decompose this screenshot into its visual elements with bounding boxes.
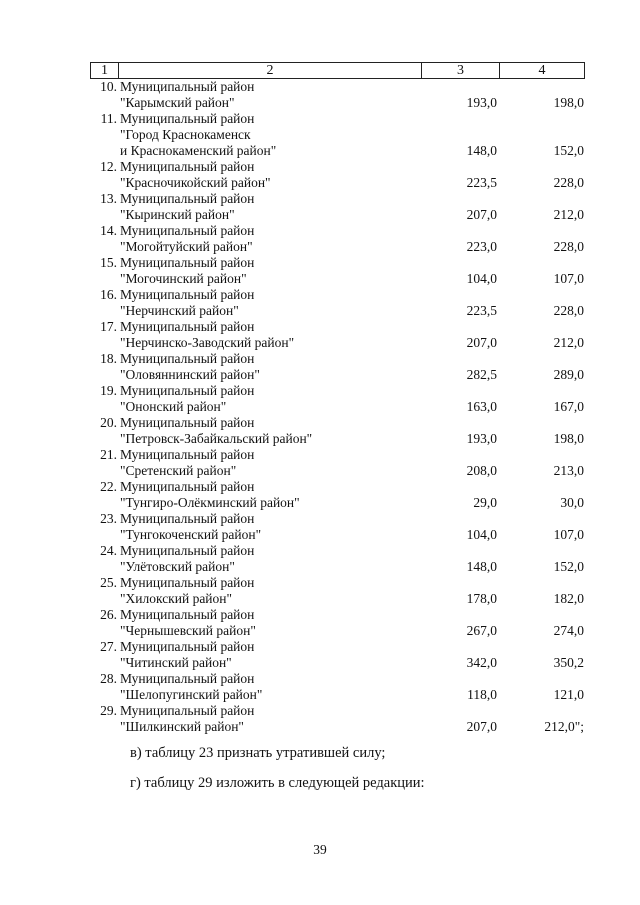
value-col-4: 107,0	[553, 271, 584, 286]
row-number: 22.	[100, 479, 117, 494]
row-line	[90, 79, 585, 95]
row-number: 16.	[100, 287, 117, 302]
value-col-3: 267,0	[466, 623, 497, 638]
row-number: 28.	[100, 671, 117, 686]
paragraph-g: г) таблицу 29 изложить в следующей редакции:	[130, 775, 425, 791]
district-name: Муниципальный район	[120, 255, 255, 270]
district-name: "Петровск-Забайкальский район"	[120, 431, 313, 446]
value-col-4: 121,0	[553, 687, 584, 702]
row-number: 27.	[100, 639, 117, 654]
table-header	[90, 62, 585, 79]
row-number: 23.	[100, 511, 117, 526]
table-row	[90, 671, 585, 703]
row-line	[90, 319, 585, 335]
row-line	[90, 655, 585, 671]
paragraph-b: в) таблицу 23 признать утратившей силу;	[130, 745, 386, 761]
district-name: "Читинский район"	[120, 655, 232, 670]
district-name: Муниципальный район	[120, 191, 255, 206]
row-line	[90, 223, 585, 239]
row-number: 26.	[100, 607, 117, 622]
district-name: "Хилокский район"	[120, 591, 233, 606]
district-name: "Тунгиро-Олёкминский район"	[120, 495, 300, 510]
value-col-3: 104,0	[466, 271, 497, 286]
row-number: 13.	[100, 191, 117, 206]
district-name: "Улётовский район"	[120, 559, 235, 574]
row-number: 10.	[100, 79, 117, 94]
value-col-4: 228,0	[553, 175, 584, 190]
value-col-3: 163,0	[466, 399, 497, 414]
row-number: 29.	[100, 703, 117, 718]
row-line	[90, 191, 585, 207]
district-name: "Могочинский район"	[120, 271, 247, 286]
district-name: Муниципальный район	[120, 415, 255, 430]
district-name: Муниципальный район	[120, 479, 255, 494]
value-col-3: 104,0	[466, 527, 497, 542]
district-name: Муниципальный район	[120, 575, 255, 590]
district-name: "Тунгокоченский район"	[120, 527, 262, 542]
district-name: Муниципальный район	[120, 159, 255, 174]
row-number: 25.	[100, 575, 117, 590]
district-name: и Краснокаменский район"	[120, 143, 277, 158]
table-body	[90, 79, 585, 735]
value-col-4: 212,0";	[544, 719, 584, 734]
value-col-4: 212,0	[553, 207, 584, 222]
value-col-3: 148,0	[466, 559, 497, 574]
district-name: "Шелопугинский район"	[120, 687, 263, 702]
table-row	[90, 415, 585, 447]
row-number: 14.	[100, 223, 117, 238]
table-row	[90, 575, 585, 607]
district-name: Муниципальный район	[120, 383, 255, 398]
table-row	[90, 191, 585, 223]
district-name: "Чернышевский район"	[120, 623, 256, 638]
table-row	[90, 639, 585, 671]
table-row	[90, 319, 585, 351]
district-name: "Красночикойский район"	[120, 175, 271, 190]
row-line	[90, 479, 585, 495]
value-col-3: 223,5	[466, 303, 497, 318]
row-line	[90, 639, 585, 655]
table-row	[90, 111, 585, 159]
row-line	[90, 527, 585, 543]
row-line	[90, 351, 585, 367]
value-col-3: 118,0	[467, 687, 497, 702]
row-number: 19.	[100, 383, 117, 398]
table-row	[90, 287, 585, 319]
table-row	[90, 511, 585, 543]
district-name: Муниципальный район	[120, 703, 255, 718]
page-number: 39	[313, 842, 327, 857]
row-line	[90, 415, 585, 431]
table-row	[90, 79, 585, 111]
value-col-4: 213,0	[553, 463, 584, 478]
value-col-4: 167,0	[553, 399, 584, 414]
district-name: "Нерчинский район"	[120, 303, 239, 318]
row-number: 20.	[100, 415, 117, 430]
row-number: 12.	[100, 159, 117, 174]
value-col-3: 342,0	[466, 655, 497, 670]
value-col-3: 207,0	[466, 207, 497, 222]
district-name: Муниципальный район	[120, 607, 255, 622]
value-col-4: 289,0	[553, 367, 584, 382]
header-col-3: 3	[422, 63, 500, 78]
row-number: 18.	[100, 351, 117, 366]
row-number: 17.	[100, 319, 117, 334]
row-line	[90, 607, 585, 623]
row-line	[90, 335, 585, 351]
table-row	[90, 159, 585, 191]
value-col-4: 212,0	[553, 335, 584, 350]
table-row	[90, 255, 585, 287]
table-row	[90, 223, 585, 255]
row-line	[90, 367, 585, 383]
district-name: "Город Краснокаменск	[120, 127, 251, 142]
value-col-4: 152,0	[553, 559, 584, 574]
district-name: Муниципальный район	[120, 671, 255, 686]
row-line	[90, 623, 585, 639]
row-line	[90, 127, 585, 143]
header-col-2: 2	[119, 63, 422, 78]
value-col-4: 228,0	[553, 303, 584, 318]
value-col-4: 350,2	[553, 655, 584, 670]
row-line	[90, 207, 585, 223]
value-col-3: 223,0	[466, 239, 497, 254]
district-name: "Нерчинско-Заводский район"	[120, 335, 295, 350]
table-row	[90, 543, 585, 575]
value-col-3: 207,0	[466, 335, 497, 350]
row-number: 15.	[100, 255, 117, 270]
header-col-4: 4	[538, 63, 546, 78]
row-line	[90, 239, 585, 255]
value-col-4: 30,0	[560, 495, 584, 510]
row-line	[90, 447, 585, 463]
district-name: Муниципальный район	[120, 287, 255, 302]
row-number: 24.	[100, 543, 117, 558]
district-name: Муниципальный район	[120, 447, 255, 462]
table-row	[90, 479, 585, 511]
value-col-3: 178,0	[466, 591, 497, 606]
district-name: Муниципальный район	[120, 223, 255, 238]
row-line	[90, 591, 585, 607]
district-name: Муниципальный район	[120, 79, 255, 94]
value-col-4: 228,0	[553, 239, 584, 254]
value-col-4: 274,0	[553, 623, 584, 638]
table-row	[90, 703, 585, 735]
row-line	[90, 719, 585, 735]
row-line	[90, 303, 585, 319]
district-name: "Шилкинский район"	[120, 719, 244, 734]
row-number: 11.	[100, 111, 117, 126]
row-line	[90, 543, 585, 559]
table-row	[90, 607, 585, 639]
row-line	[90, 383, 585, 399]
value-col-3: 207,0	[466, 719, 497, 734]
row-line	[90, 463, 585, 479]
district-name: "Сретенский район"	[120, 463, 237, 478]
district-name: "Карымский район"	[120, 95, 235, 110]
row-number: 21.	[100, 447, 117, 462]
district-name: "Ононский район"	[120, 399, 227, 414]
value-col-3: 208,0	[466, 463, 497, 478]
district-name: Муниципальный район	[120, 511, 255, 526]
row-line	[90, 511, 585, 527]
value-col-4: 182,0	[553, 591, 584, 606]
row-line	[90, 255, 585, 271]
row-line	[90, 143, 585, 159]
row-line	[90, 495, 585, 511]
row-line	[90, 287, 585, 303]
value-col-3: 193,0	[466, 431, 497, 446]
row-line	[90, 559, 585, 575]
row-line	[90, 95, 585, 111]
table-row	[90, 383, 585, 415]
row-line	[90, 399, 585, 415]
district-name: Муниципальный район	[120, 543, 255, 558]
header-col-1: 1	[91, 63, 119, 78]
value-col-4: 107,0	[553, 527, 584, 542]
row-line	[90, 687, 585, 703]
district-name: "Могойтуйский район"	[120, 239, 253, 254]
row-line	[90, 159, 585, 175]
row-line	[90, 111, 585, 127]
value-col-3: 282,5	[466, 367, 497, 382]
value-col-4: 152,0	[553, 143, 584, 158]
table-row	[90, 351, 585, 383]
district-name: Муниципальный район	[120, 111, 255, 126]
table-row	[90, 447, 585, 479]
row-line	[90, 703, 585, 719]
row-line	[90, 575, 585, 591]
value-col-4: 198,0	[553, 95, 584, 110]
row-line	[90, 431, 585, 447]
district-name: Муниципальный район	[120, 351, 255, 366]
row-line	[90, 671, 585, 687]
row-line	[90, 175, 585, 191]
row-line	[90, 271, 585, 287]
value-col-3: 29,0	[473, 495, 497, 510]
value-col-3: 193,0	[466, 95, 497, 110]
value-col-4: 198,0	[553, 431, 584, 446]
district-name: Муниципальный район	[120, 319, 255, 334]
district-name: "Оловяннинский район"	[120, 367, 260, 382]
district-name: Муниципальный район	[120, 639, 255, 654]
value-col-3: 148,0	[466, 143, 497, 158]
value-col-3: 223,5	[466, 175, 497, 190]
district-name: "Кыринский район"	[120, 207, 235, 222]
